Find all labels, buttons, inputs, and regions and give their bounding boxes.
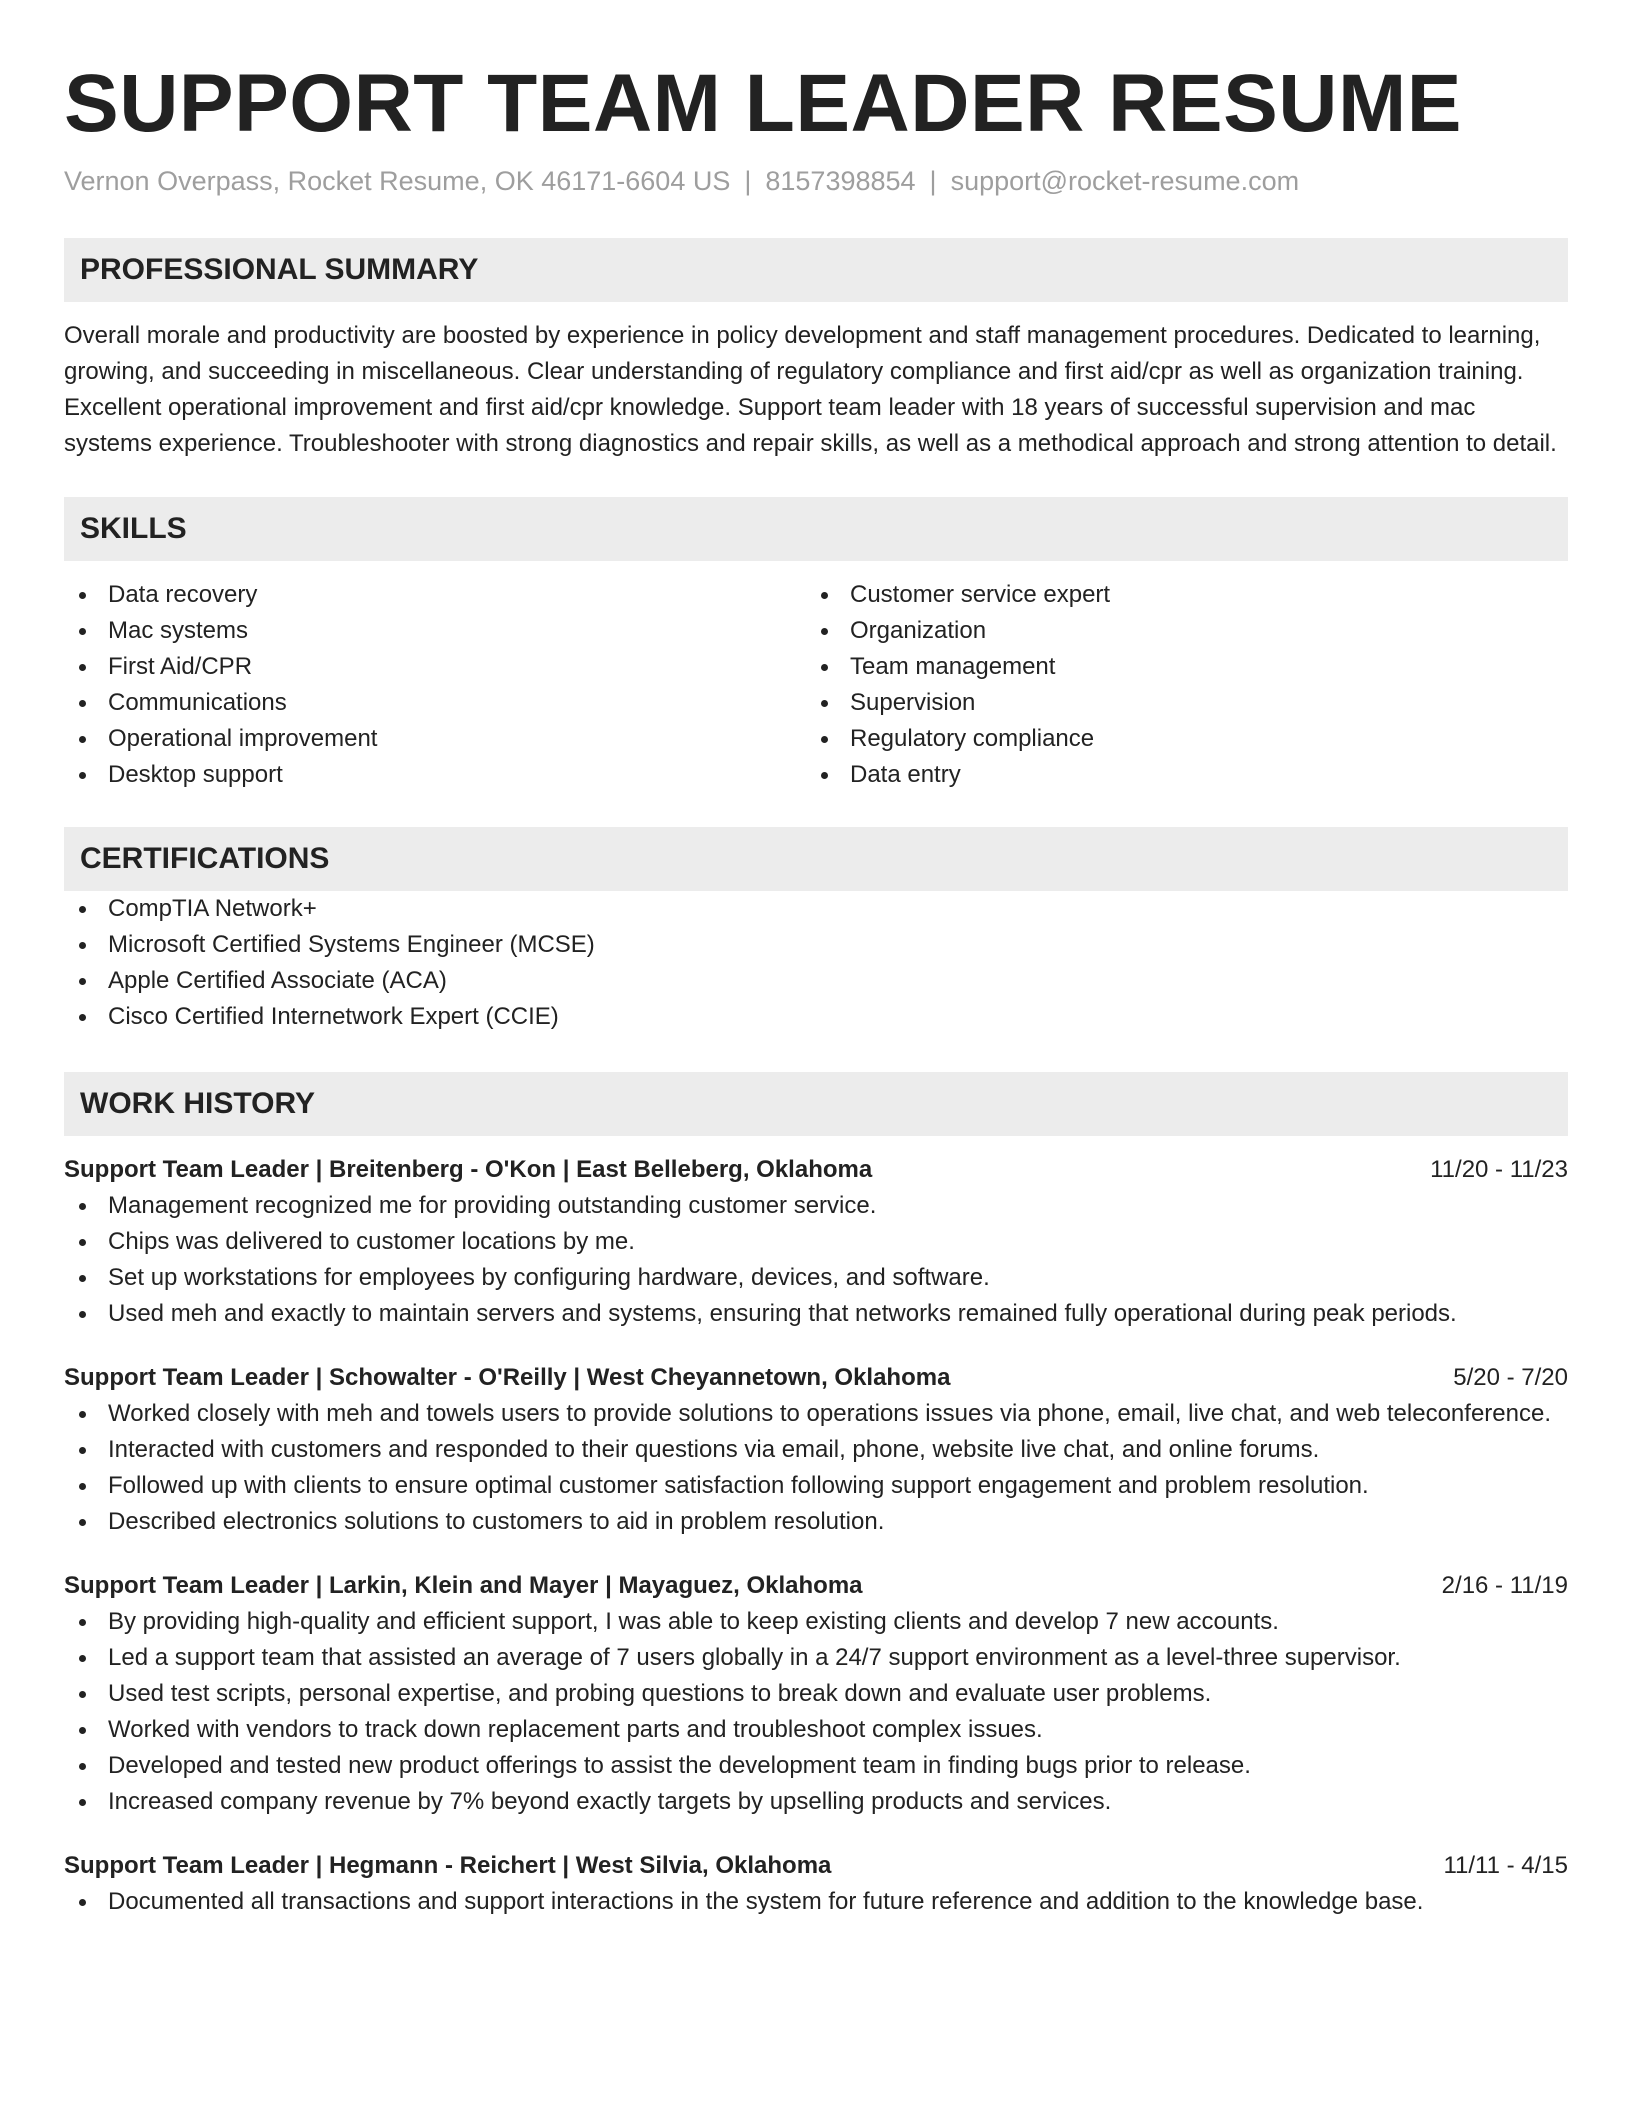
- job-dates: 11/20 - 11/23: [1430, 1156, 1568, 1183]
- job-header: [64, 1568, 1568, 1604]
- job-bullet: Worked closely with meh and towels users to provide solutions to operations issues via phone, email, live chat, and web teleconference.: [64, 1396, 1568, 1432]
- contact-phone: 8157398854: [765, 166, 916, 196]
- job-bullet: Led a support team that assisted an average of 7 users globally in a 24/7 support environment as a level-three supervisor.: [64, 1640, 1568, 1676]
- certification-item: Microsoft Certified Systems Engineer (MCSE): [64, 927, 1568, 963]
- job-bullet: Documented all transactions and support interactions in the system for future reference and addition to the knowledge base.: [64, 1884, 1568, 1920]
- job-bullets: [64, 1604, 1568, 1820]
- job-header: [64, 1848, 1568, 1884]
- job-entry: [64, 1152, 1568, 1332]
- skill-item: Desktop support: [64, 757, 806, 793]
- work-history-section: [64, 1072, 1568, 1920]
- skill-item: Supervision: [806, 685, 1548, 721]
- job-bullet: Used test scripts, personal expertise, and probing questions to break down and evaluate user problems.: [64, 1676, 1568, 1712]
- certifications-list: [64, 891, 1568, 1035]
- contact-address: Vernon Overpass, Rocket Resume, OK 46171-6604 US: [64, 166, 731, 196]
- job-entry: [64, 1360, 1568, 1540]
- job-bullet: Described electronics solutions to customers to aid in problem resolution.: [64, 1504, 1568, 1540]
- summary-section: [64, 238, 1568, 462]
- job-bullet: Developed and tested new product offerings to assist the development team in finding bugs prior to release.: [64, 1748, 1568, 1784]
- certification-item: Cisco Certified Internetwork Expert (CCIE): [64, 999, 1568, 1035]
- job-bullets: [64, 1884, 1568, 1920]
- skills-section: [64, 497, 1568, 793]
- job-dates: 2/16 - 11/19: [1441, 1572, 1568, 1599]
- skill-item: First Aid/CPR: [64, 649, 806, 685]
- skill-item: Regulatory compliance: [806, 721, 1548, 757]
- job-bullet: Followed up with clients to ensure optimal customer satisfaction following support engagement and problem resolution.: [64, 1468, 1568, 1504]
- job-title: Support Team Leader | Larkin, Klein and Mayer | Mayaguez, Oklahoma: [64, 1572, 863, 1599]
- job-bullet: Interacted with customers and responded to their questions via email, phone, website live chat, and online forums.: [64, 1432, 1568, 1468]
- skill-item: Data entry: [806, 757, 1548, 793]
- summary-text: Overall morale and productivity are boosted by experience in policy development and staff management procedures. Dedicated to learning, growing, and succeeding in miscellaneous. Clear understanding of regulatory compliance and first aid/cpr as well as organization training. Excellent operational improvement and first aid/cpr knowledge. Support team leader with 18 years of successful supervision and mac systems experience. Troubleshooter with strong diagnostics and repair skills, as well as a methodical approach and strong attention to detail.: [64, 322, 1557, 457]
- job-header: [64, 1360, 1568, 1396]
- summary-heading: PROFESSIONAL SUMMARY: [64, 238, 1568, 302]
- job-bullet: Chips was delivered to customer locations by me.: [64, 1224, 1568, 1260]
- skill-item: Data recovery: [64, 577, 806, 613]
- job-bullet: Set up workstations for employees by configuring hardware, devices, and software.: [64, 1260, 1568, 1296]
- skills-grid: [64, 577, 1568, 793]
- job-bullet: Worked with vendors to track down replacement parts and troubleshoot complex issues.: [64, 1712, 1568, 1748]
- skills-heading: SKILLS: [64, 497, 1568, 561]
- skills-column-right: [806, 577, 1548, 793]
- job-bullet: Management recognized me for providing outstanding customer service.: [64, 1188, 1568, 1224]
- job-title: Support Team Leader | Breitenberg - O'Kon | East Belleberg, Oklahoma: [64, 1156, 873, 1183]
- job-entry: [64, 1848, 1568, 1920]
- job-dates: 5/20 - 7/20: [1453, 1364, 1568, 1391]
- job-title: Support Team Leader | Hegmann - Reichert | West Silvia, Oklahoma: [64, 1852, 832, 1879]
- work-history-heading: WORK HISTORY: [64, 1072, 1568, 1136]
- skill-item: Customer service expert: [806, 577, 1548, 613]
- job-bullet: Increased company revenue by 7% beyond exactly targets by upselling products and services.: [64, 1784, 1568, 1820]
- skill-item: Operational improvement: [64, 721, 806, 757]
- job-bullets: [64, 1396, 1568, 1540]
- skill-item: Team management: [806, 649, 1548, 685]
- job-bullet: By providing high-quality and efficient support, I was able to keep existing clients and develop 7 new accounts.: [64, 1604, 1568, 1640]
- certification-item: Apple Certified Associate (ACA): [64, 963, 1568, 999]
- skill-item: Mac systems: [64, 613, 806, 649]
- certification-item: CompTIA Network+: [64, 891, 1568, 927]
- contact-line: [64, 164, 1568, 198]
- job-entry: [64, 1568, 1568, 1820]
- job-bullet: Used meh and exactly to maintain servers and systems, ensuring that networks remained fully operational during peak periods.: [64, 1296, 1568, 1332]
- contact-separator: |: [744, 166, 752, 196]
- contact-separator: |: [929, 166, 937, 196]
- job-bullets: [64, 1188, 1568, 1332]
- certifications-heading: CERTIFICATIONS: [64, 827, 1568, 891]
- skill-item: Communications: [64, 685, 806, 721]
- certifications-section: [64, 827, 1568, 1035]
- job-dates: 11/11 - 4/15: [1443, 1852, 1568, 1879]
- skill-item: Organization: [806, 613, 1548, 649]
- job-title: Support Team Leader | Schowalter - O'Reilly | West Cheyannetown, Oklahoma: [64, 1364, 951, 1391]
- skills-column-left: [64, 577, 806, 793]
- job-header: [64, 1152, 1568, 1188]
- resume-title: SUPPORT TEAM LEADER RESUME: [64, 58, 1462, 149]
- contact-email[interactable]: support@rocket-resume.com: [950, 166, 1300, 196]
